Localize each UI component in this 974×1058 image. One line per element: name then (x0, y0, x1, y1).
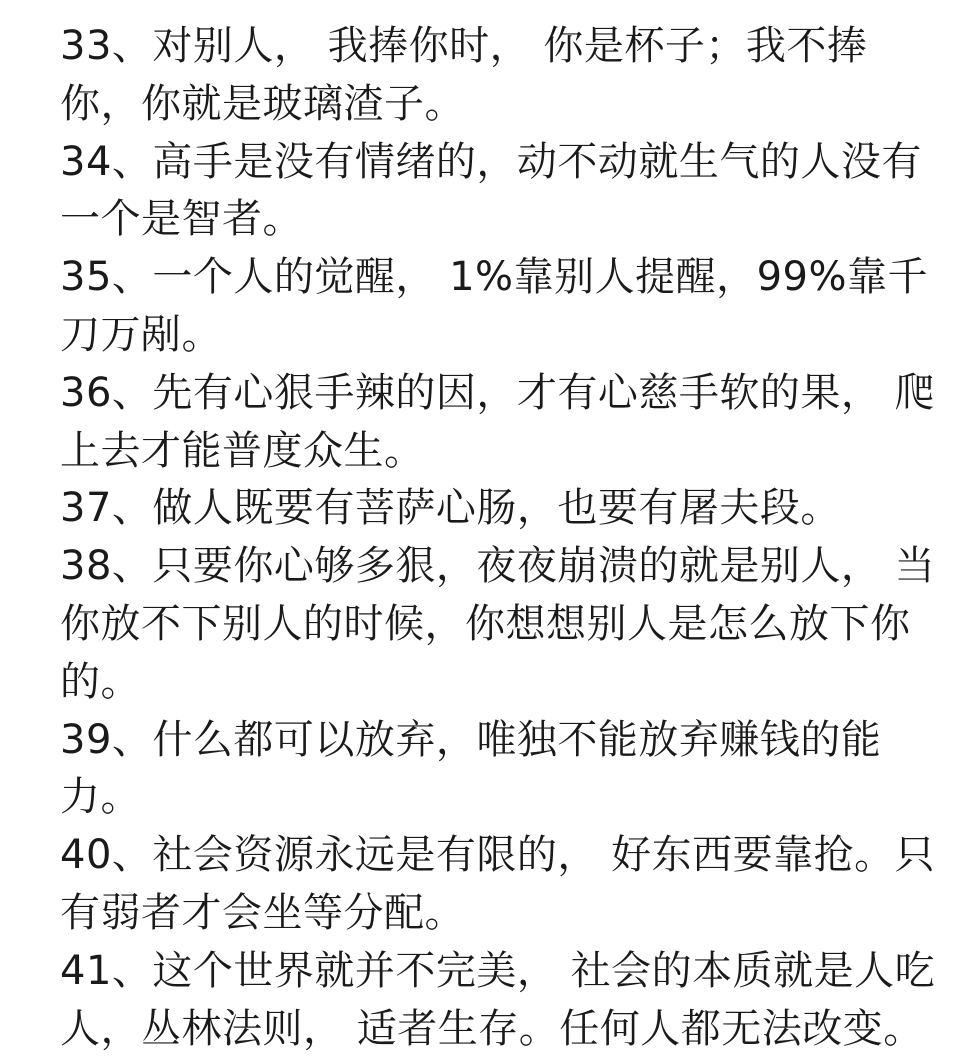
quote-line: 33、对别人， 我捧你时， 你是杯子；我不捧 (60, 23, 868, 69)
quote-36 (60, 365, 936, 481)
quote-40 (60, 827, 936, 943)
quote-35 (60, 249, 928, 365)
quote-34 (60, 134, 922, 250)
quote-41 (60, 943, 936, 1058)
quote-line: 你，你就是玻璃渣子。 (60, 80, 465, 127)
quote-39 (60, 712, 916, 828)
quote-line: 40、社会资源永远是有限的， 好东西要靠抢。只 (60, 832, 936, 879)
quote-line: 有弱者才会坐等分配。 (60, 889, 465, 936)
quote-33 (60, 18, 916, 134)
quote-line: 34、高手是没有情绪的，动不动就生气的人没有 (60, 138, 922, 185)
quote-line: 人，丛林法则， 适者生存。任何人都无法改变。 (60, 1005, 924, 1052)
quote-line: 一个是智者。 (60, 196, 303, 243)
quote-list (60, 18, 936, 1058)
quote-line: 上去才能普度众生。 (60, 427, 425, 474)
quote-line: 35、一个人的觉醒， 1%靠别人提醒，99%靠千 (60, 254, 928, 301)
quote-38 (60, 538, 936, 711)
quote-line: 你放不下别人的时候，你想想别人是怎么放下你 (60, 600, 911, 647)
quote-line: 力。 (60, 774, 141, 821)
quote-line: 36、先有心狠手辣的因，才有心慈手软的果， 爬 (60, 369, 936, 416)
quote-line: 刀万剐。 (60, 311, 222, 358)
quote-line: 41、这个世界就并不完美， 社会的本质就是人吃 (60, 947, 936, 994)
quote-37 (60, 480, 916, 538)
quote-line: 的。 (60, 658, 141, 705)
quote-line: 39、什么都可以放弃，唯独不能放弃赚钱的能 (60, 716, 882, 763)
quote-line: 38、只要你心够多狠，夜夜崩溃的就是别人， 当 (60, 543, 936, 590)
quote-line: 37、做人既要有菩萨心肠，也要有屠夫段。 (60, 485, 841, 532)
